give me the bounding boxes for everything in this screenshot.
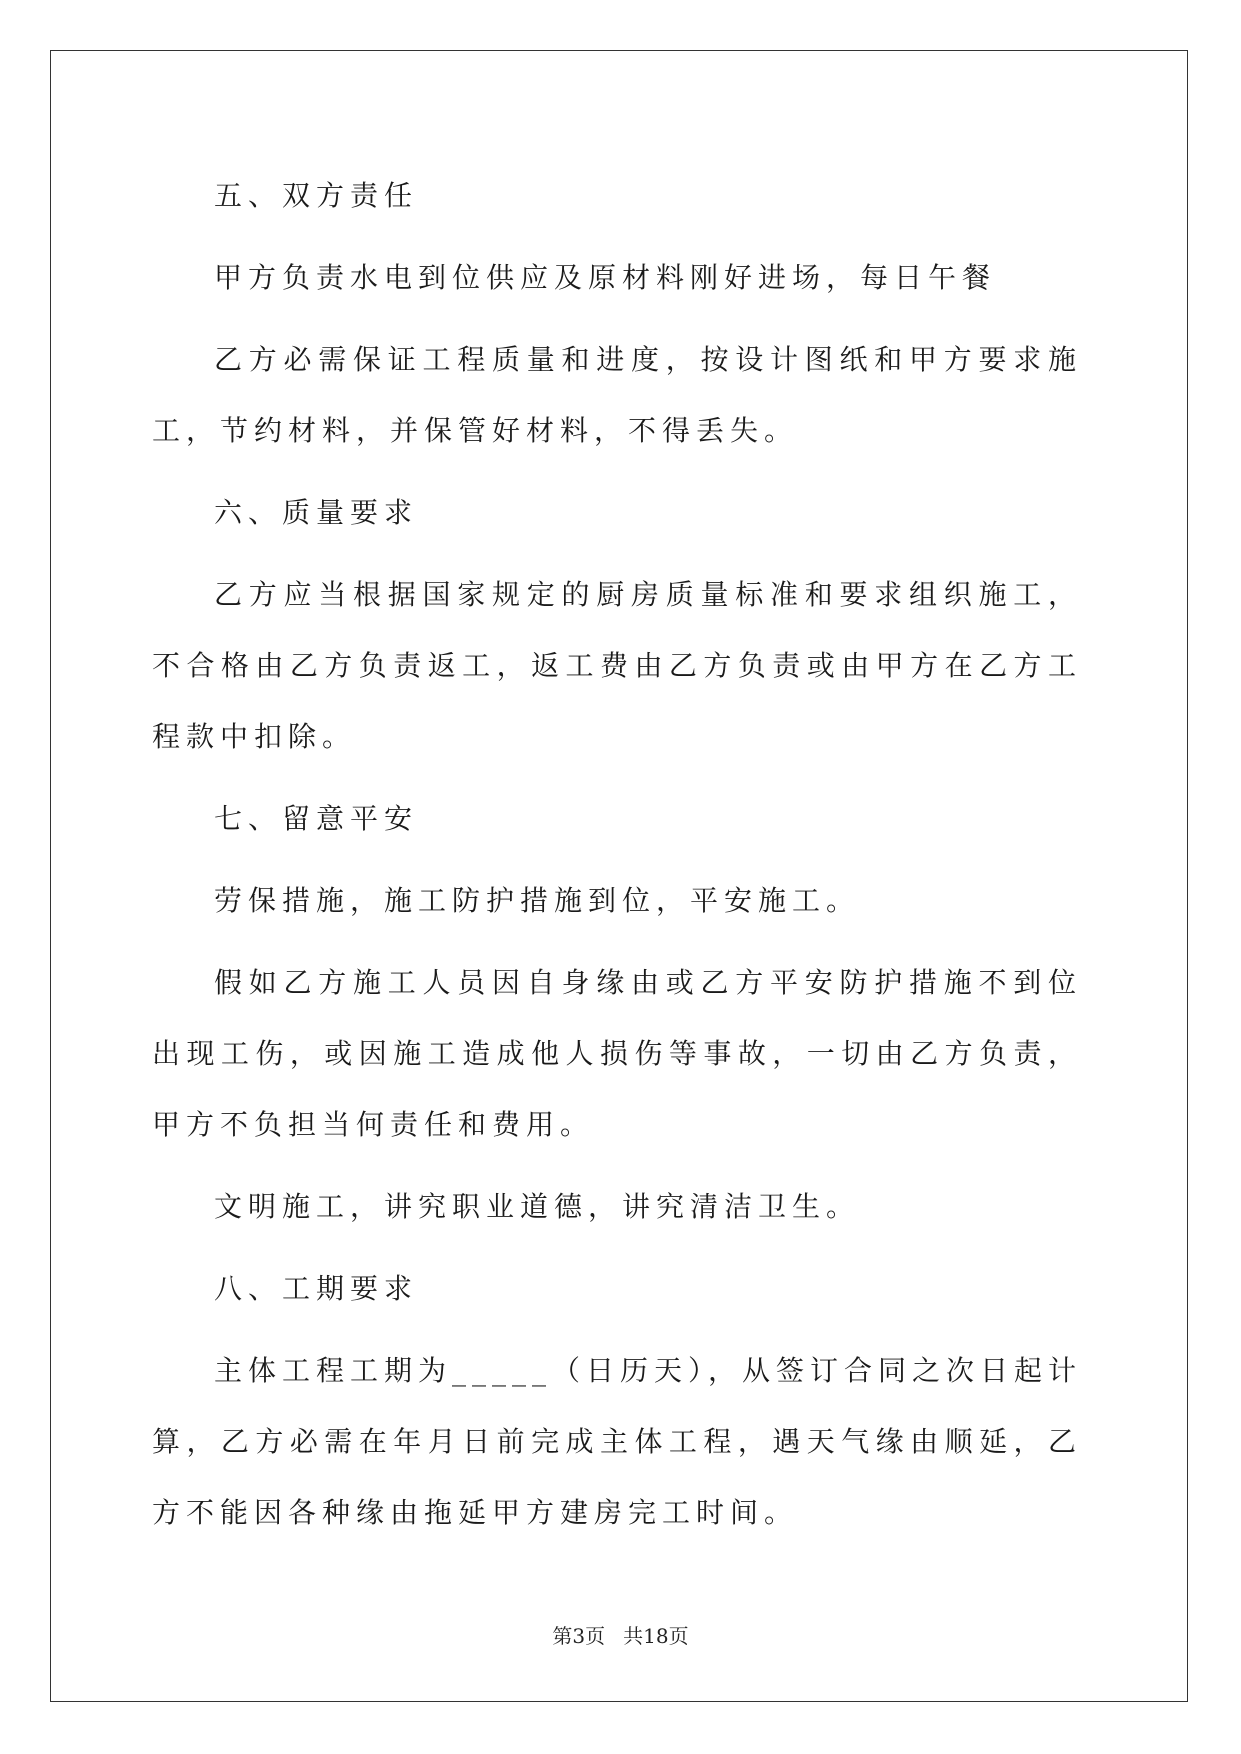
section-heading-safety: 七、留意平安 [214, 802, 419, 835]
paragraph: 劳保措施，施工防护措施到位，平安施工。 [214, 884, 861, 917]
paragraph: 乙方必需保证工程质量和进度，按设计图纸和甲方要求施工，节约材料，并保管好材料，不得丢失。 [152, 343, 1082, 447]
section-heading-quality: 六、质量要求 [214, 496, 419, 529]
page-total: 共18页 [623, 1624, 689, 1648]
page-footer [0, 1620, 1241, 1649]
paragraph: 文明施工，讲究职业道德，讲究清洁卫生。 [214, 1190, 861, 1223]
paragraph: 乙方应当根据国家规定的厨房质量标准和要求组织施工，不合格由乙方负责返工，返工费由乙方负责或由甲方在乙方工程款中扣除。 [152, 578, 1082, 753]
paragraph: 主体工程工期为_____（日历天），从签订合同之次日起计算，乙方必需在年月日前完成主体工程，遇天气缘由顺延，乙方不能因各种缘由拖延甲方建房完工时间。 [152, 1354, 1083, 1529]
paragraph: 甲方负责水电到位供应及原材料刚好进场，每日午餐 [214, 261, 997, 294]
page-number: 第3页 [552, 1624, 606, 1648]
paragraph: 假如乙方施工人员因自身缘由或乙方平安防护措施不到位出现工伤，或因施工造成他人损伤等事故，一切由乙方负责，甲方不负担当何责任和费用。 [152, 966, 1082, 1141]
document-body [152, 160, 1082, 1548]
section-heading-schedule: 八、工期要求 [214, 1272, 419, 1305]
section-heading-responsibilities: 五、双方责任 [214, 179, 419, 212]
